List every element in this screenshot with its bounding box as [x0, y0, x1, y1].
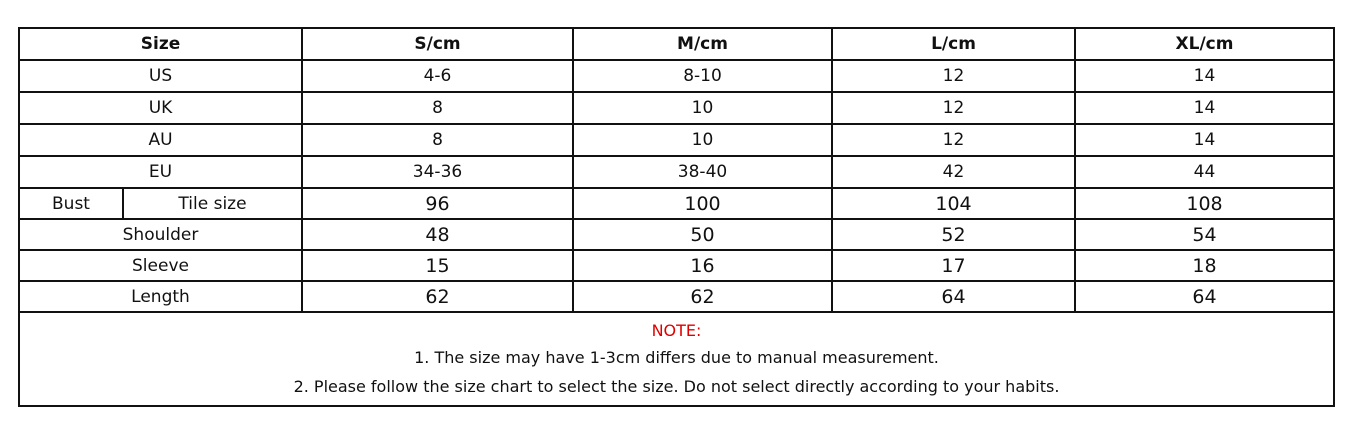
- row-label-bust: Bust: [19, 188, 123, 219]
- table-cell: 100: [573, 188, 832, 219]
- table-cell: 38-40: [573, 156, 832, 188]
- table-row-us: [19, 60, 1334, 92]
- row-label-sleeve: Sleeve: [19, 250, 302, 281]
- table-row-au: [19, 124, 1334, 156]
- table-cell: 12: [832, 60, 1075, 92]
- table-cell: 17: [832, 250, 1075, 281]
- table-cell: 8: [302, 92, 573, 124]
- table-cell: 48: [302, 219, 573, 250]
- header-row: [19, 28, 1334, 60]
- table-cell: 54: [1075, 219, 1334, 250]
- table-cell: 10: [573, 92, 832, 124]
- table-cell: 8-10: [573, 60, 832, 92]
- table-cell: 50: [573, 219, 832, 250]
- row-label-shoulder: Shoulder: [19, 219, 302, 250]
- table-cell: 14: [1075, 60, 1334, 92]
- table-cell: 16: [573, 250, 832, 281]
- row-label-uk: UK: [19, 92, 302, 124]
- table-cell: 42: [832, 156, 1075, 188]
- header-xl-cell: XL/cm: [1075, 28, 1334, 60]
- header-m-cell: M/cm: [573, 28, 832, 60]
- table-row-uk: [19, 92, 1334, 124]
- table-cell: 18: [1075, 250, 1334, 281]
- table-cell: 8: [302, 124, 573, 156]
- table-cell: 62: [573, 281, 832, 312]
- note-line-2: 2. Please follow the size chart to select the size. Do not select directly according to your habits.: [293, 377, 1060, 396]
- table-cell: 12: [832, 92, 1075, 124]
- table-row-sleeve: [19, 250, 1334, 281]
- table-cell: 15: [302, 250, 573, 281]
- row-label-eu: EU: [19, 156, 302, 188]
- header-size-cell: Size: [19, 28, 302, 60]
- row-sublabel-tile-size: Tile size: [123, 188, 302, 219]
- table-row-length: [19, 281, 1334, 312]
- row-label-us: US: [19, 60, 302, 92]
- size-chart-table: [18, 27, 1335, 407]
- header-l-cell: L/cm: [832, 28, 1075, 60]
- row-label-au: AU: [19, 124, 302, 156]
- table-cell: 64: [1075, 281, 1334, 312]
- table-cell: 108: [1075, 188, 1334, 219]
- table-cell: 34-36: [302, 156, 573, 188]
- table-row-eu: [19, 156, 1334, 188]
- table-cell: 14: [1075, 92, 1334, 124]
- table-cell: 52: [832, 219, 1075, 250]
- note-row: [19, 312, 1334, 406]
- note-cell: [19, 312, 1334, 406]
- note-line-1: 1. The size may have 1-3cm differs due to manual measurement.: [414, 348, 939, 367]
- row-label-length: Length: [19, 281, 302, 312]
- table-cell: 64: [832, 281, 1075, 312]
- note-title: NOTE:: [651, 321, 702, 340]
- table-cell: 62: [302, 281, 573, 312]
- table-row-bust: [19, 188, 1334, 219]
- table-cell: 4-6: [302, 60, 573, 92]
- table-cell: 44: [1075, 156, 1334, 188]
- table-cell: 104: [832, 188, 1075, 219]
- table-cell: 12: [832, 124, 1075, 156]
- table-cell: 96: [302, 188, 573, 219]
- header-s-cell: S/cm: [302, 28, 573, 60]
- table-row-shoulder: [19, 219, 1334, 250]
- table-cell: 14: [1075, 124, 1334, 156]
- table-cell: 10: [573, 124, 832, 156]
